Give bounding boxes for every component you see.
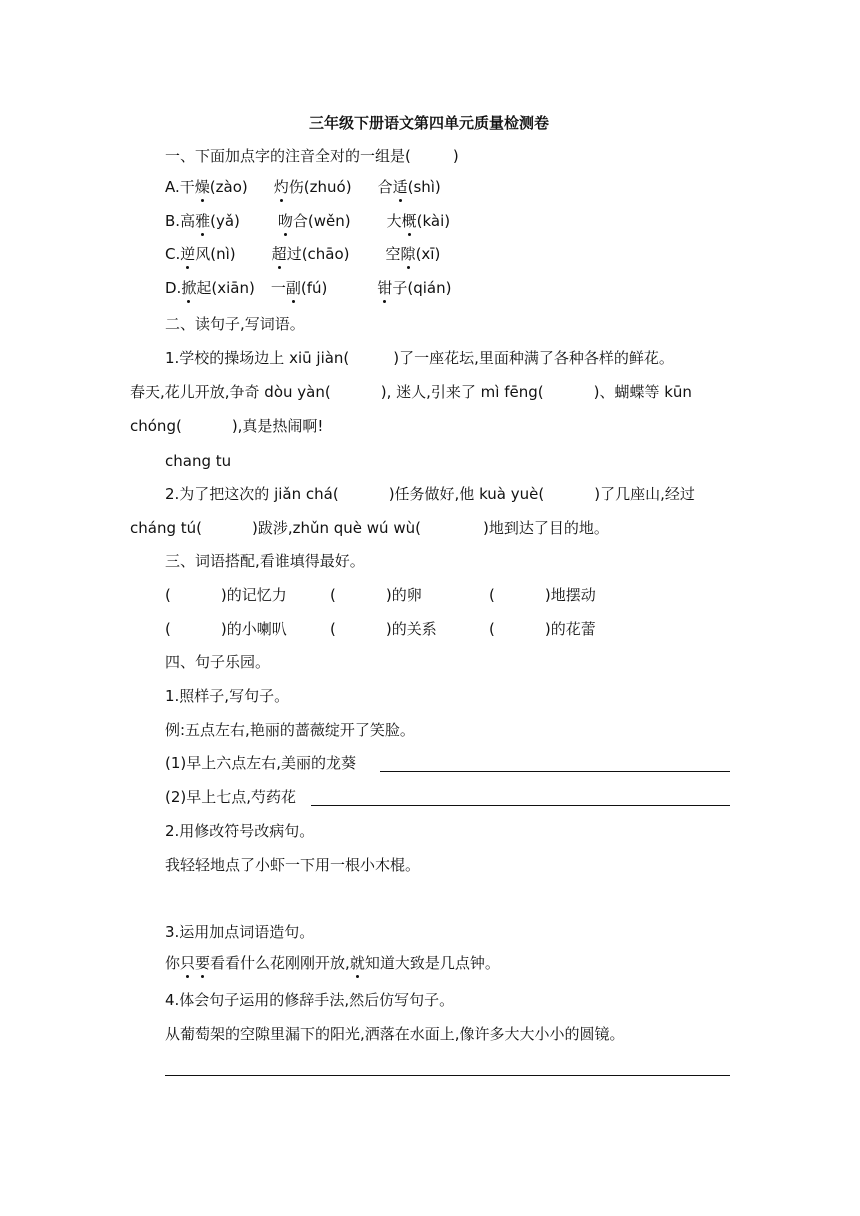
q1-heading: 一、下面加点字的注音全对的一组是( ) <box>165 147 459 165</box>
q2-p2-line1: 2.为了把这次的 jiǎn chá( )任务做好,他 kuà yuè( )了几座山,经过 <box>165 485 695 503</box>
q4-sub2-sentence: 我轻轻地点了小虾一下用一根小木棍。 <box>165 856 421 874</box>
q4-sub2: 2.用修改符号改病句。 <box>165 822 315 840</box>
q3-pair-3: ( )地摆动 <box>489 586 596 604</box>
q4-heading: 四、句子乐园。 <box>165 653 271 671</box>
q4-item1-answer-line[interactable] <box>380 771 730 772</box>
q4-sub4-sentence: 从葡萄架的空隙里漏下的阳光,洒落在水面上,像许多大大小小的圆镜。 <box>165 1025 625 1043</box>
q1-option-d: D.掀起(xiān) 一副(fú) 钳子(qián) <box>165 279 452 297</box>
q1-option-c: C.逆风(nì) 超过(chāo) 空隙(xī) <box>165 245 441 263</box>
q1-option-a: A.干燥(zào) 灼伤(zhuó) 合适(shì) <box>165 178 441 196</box>
q2-p1-line1: 1.学校的操场边上 xiū jiàn( )了一座花坛,里面种满了各种各样的鲜花。 <box>165 349 674 367</box>
q3-pair-5: ( )的关系 <box>330 620 437 638</box>
q4-sub4: 4.体会句子运用的修辞手法,然后仿写句子。 <box>165 991 455 1009</box>
q2-note: chang tu <box>165 452 232 470</box>
page-title: 三年级下册语文第四单元质量检测卷 <box>309 114 550 132</box>
q3-pair-1: ( )的记忆力 <box>165 586 287 604</box>
q4-sub1: 1.照样子,写句子。 <box>165 687 290 705</box>
q4-sub3-sentence: 你只要看看什么花刚刚开放,就知道大致是几点钟。 <box>165 954 500 972</box>
q1-option-b: B.高雅(yǎ) 吻合(wěn) 大概(kài) <box>165 212 451 230</box>
q3-pair-6: ( )的花蕾 <box>489 620 596 638</box>
q2-p1-line2: 春天,花儿开放,争奇 dòu yàn( ), 迷人,引来了 mì fēng( )、蝴蝶等 kūn <box>130 383 692 401</box>
q4-sub4-answer-line[interactable] <box>165 1075 730 1076</box>
q4-item2-answer-line[interactable] <box>311 805 730 806</box>
q4-sub3: 3.运用加点词语造句。 <box>165 923 315 941</box>
q4-example: 例:五点左右,艳丽的蔷薇绽开了笑脸。 <box>165 721 415 739</box>
q4-item1: (1)早上六点左右,美丽的龙葵 <box>165 754 357 772</box>
q2-heading: 二、读句子,写词语。 <box>165 315 305 333</box>
q4-item2: (2)早上七点,芍药花 <box>165 788 297 806</box>
q2-p1-line3: chóng( ),真是热闹啊! <box>130 417 324 435</box>
q2-p2-line2: cháng tú( )跋涉,zhǔn què wú wù( )地到达了目的地。 <box>130 519 609 537</box>
q3-pair-4: ( )的小喇叭 <box>165 620 287 638</box>
q3-heading: 三、词语搭配,看谁填得最好。 <box>165 552 365 570</box>
q3-pair-2: ( )的卵 <box>330 586 422 604</box>
